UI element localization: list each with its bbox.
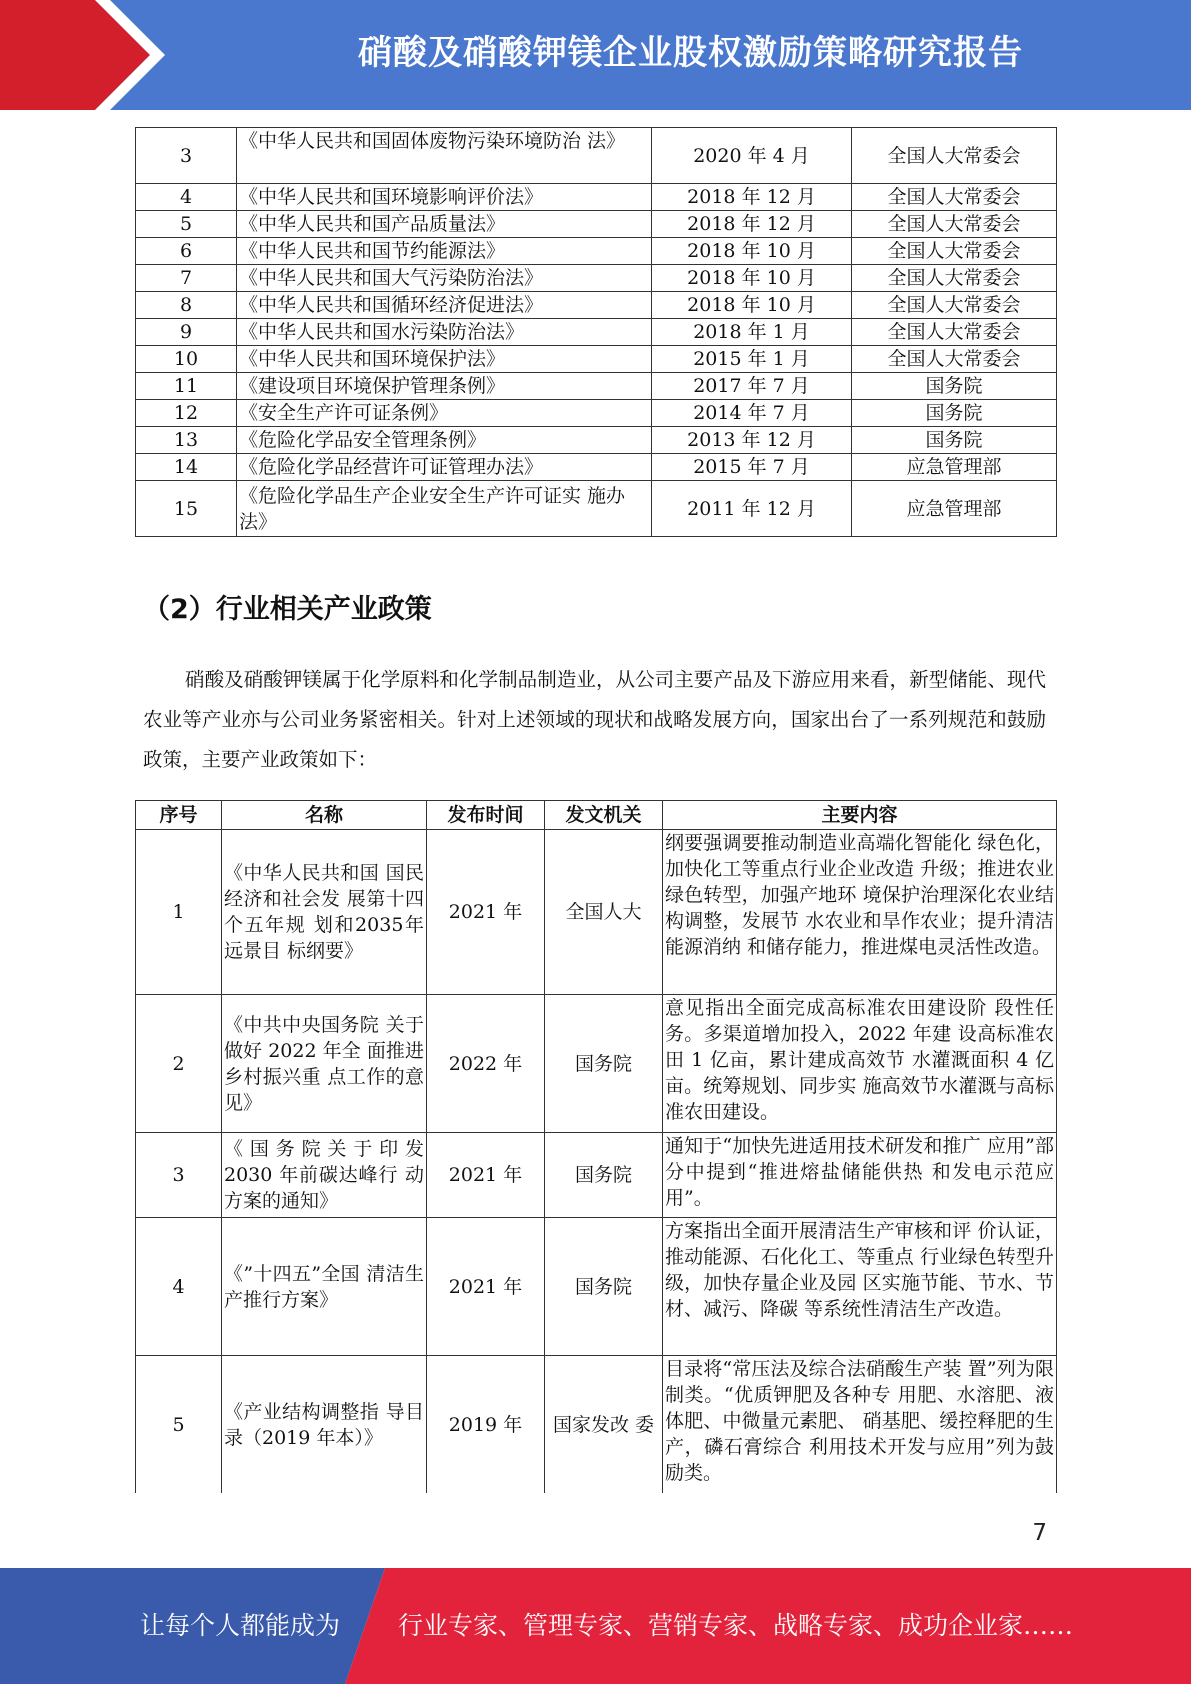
report-title: 硝酸及硝酸钾镁企业股权激励策略研究报告: [358, 33, 1023, 73]
issue-date: 2020 年 4 月: [652, 128, 852, 184]
issuing-body: 国家发改 委: [545, 1356, 663, 1494]
issuing-body: 全国人大常委会: [852, 292, 1057, 319]
header-name: 名称: [222, 801, 427, 830]
issuing-body: 全国人大常委会: [852, 211, 1057, 238]
issue-date: 2015 年 7 月: [652, 454, 852, 481]
issue-date: 2017 年 7 月: [652, 373, 852, 400]
table-row: [136, 346, 1057, 373]
row-number: 13: [136, 427, 237, 454]
row-number: 7: [136, 265, 237, 292]
issuing-body: 全国人大常委会: [852, 319, 1057, 346]
issuing-body: 应急管理部: [852, 481, 1057, 537]
regulation-name: 《危险化学品生产企业安全生产许可证实 施办法》: [237, 481, 652, 537]
table-row: [136, 238, 1057, 265]
table-row: [136, 400, 1057, 427]
issuing-body: 全国人大常委会: [852, 184, 1057, 211]
table-row: [136, 427, 1057, 454]
issuing-body: 国务院: [852, 373, 1057, 400]
issue-date: 2015 年 1 月: [652, 346, 852, 373]
row-number: 10: [136, 346, 237, 373]
row-number: 4: [136, 184, 237, 211]
policy-name: 《中华人民共和国 国民经济和社会发 展第十四个五年规 划和2035年远景目 标纲要》: [222, 830, 427, 995]
publish-date: 2019 年: [427, 1356, 545, 1494]
table-row: [136, 184, 1057, 211]
footer-slogan-right: 行业专家、管理专家、营销专家、战略专家、成功企业家……: [398, 1611, 1074, 1640]
issuing-body: 国务院: [852, 427, 1057, 454]
row-number: 3: [136, 128, 237, 184]
issuing-body: 全国人大常委会: [852, 128, 1057, 184]
issue-date: 2018 年 10 月: [652, 265, 852, 292]
policy-content: 方案指出全面开展清洁生产审核和评 价认证，推动能源、石化化工、等重点 行业绿色转型升级，加快存量企业及园 区实施节能、节水、节材、减污、降碳 等系统性清洁生产改造。: [663, 1218, 1057, 1356]
section-title: （2）行业相关产业政策: [143, 594, 432, 625]
regulation-name: 《中华人民共和国环境保护法》: [237, 346, 652, 373]
policy-name: 《产业结构调整指 导目录（2019 年本）》: [222, 1356, 427, 1494]
policy-content: 目录将“常压法及综合法硝酸生产装 置”列为限制类。“优质钾肥及各种专 用肥、水溶肥、液体肥、中微量元素肥、 硝基肥、缓控释肥的生产，磷石膏综合 利用技术开发与应用”列为鼓励类。: [663, 1356, 1057, 1494]
row-number: 9: [136, 319, 237, 346]
publish-date: 2021 年: [427, 1218, 545, 1356]
page-footer: [0, 1568, 1191, 1684]
issue-date: 2018 年 12 月: [652, 211, 852, 238]
regulation-name: 《危险化学品经营许可证管理办法》: [237, 454, 652, 481]
row-number: 2: [136, 995, 222, 1133]
issuing-body: 国务院: [852, 400, 1057, 427]
issuing-body: 全国人大常委会: [852, 238, 1057, 265]
table-row: [136, 1356, 1057, 1494]
policy-name: 《中共中央国务院 关于做好 2022 年全 面推进乡村振兴重 点工作的意见》: [222, 995, 427, 1133]
row-number: 1: [136, 830, 222, 995]
policy-name: 《”十四五”全国 清洁生产推行方案》: [222, 1218, 427, 1356]
row-number: 4: [136, 1218, 222, 1356]
issuing-body: 国务院: [545, 995, 663, 1133]
page-header: [0, 0, 1191, 110]
publish-date: 2022 年: [427, 995, 545, 1133]
table-row: [136, 128, 1057, 184]
regulation-name: 《中华人民共和国环境影响评价法》: [237, 184, 652, 211]
regulation-name: 《建设项目环境保护管理条例》: [237, 373, 652, 400]
row-number: 8: [136, 292, 237, 319]
issue-date: 2018 年 1 月: [652, 319, 852, 346]
header-issuer: 发文机关: [545, 801, 663, 830]
policy-content: 纲要强调要推动制造业高端化智能化 绿色化，加快化工等重点行业企业改造 升级；推进农业绿色转型，加强产地环 境保护治理深化农业结构调整，发展节 水农业和旱作农业；提升清洁能源消纳 和储存能力，推进煤电灵活性改造。: [663, 830, 1057, 995]
table-header-row: [136, 801, 1057, 830]
section-paragraph: 硝酸及硝酸钾镁属于化学原料和化学制品制造业，从公司主要产品及下游应用来看，新型储能、现代农业等产业亦与公司业务紧密相关。针对上述领域的现状和战略发展方向，国家出台了一系列规范和鼓励政策，主要产业政策如下：: [143, 668, 1046, 771]
regulation-name: 《危险化学品安全管理条例》: [237, 427, 652, 454]
regulation-name: 《中华人民共和国固体废物污染环境防治 法》: [237, 128, 652, 184]
issuing-body: 应急管理部: [852, 454, 1057, 481]
table-row: [136, 373, 1057, 400]
row-number: 6: [136, 238, 237, 265]
publish-date: 2021 年: [427, 830, 545, 995]
issue-date: 2013 年 12 月: [652, 427, 852, 454]
footer-slogan-left: 让每个人都能成为: [140, 1611, 341, 1640]
regulation-name: 《中华人民共和国循环经济促进法》: [237, 292, 652, 319]
table-row: [136, 1133, 1057, 1218]
issuing-body: 国务院: [545, 1218, 663, 1356]
policy-content: 意见指出全面完成高标准农田建设阶 段性任务。多渠道增加投入，2022 年建 设高标准农田 1 亿亩，累计建成高效节 水灌溉面积 4 亿亩。统筹规划、同步实 施高效节水灌溉与高标准农田建设。: [663, 995, 1057, 1133]
issue-date: 2014 年 7 月: [652, 400, 852, 427]
issue-date: 2018 年 10 月: [652, 292, 852, 319]
regulation-name: 《中华人民共和国产品质量法》: [237, 211, 652, 238]
header-no: 序号: [136, 801, 222, 830]
issue-date: 2018 年 12 月: [652, 184, 852, 211]
row-number: 12: [136, 400, 237, 427]
row-number: 11: [136, 373, 237, 400]
publish-date: 2021 年: [427, 1133, 545, 1218]
header-date: 发布时间: [427, 801, 545, 830]
issuing-body: 全国人大常委会: [852, 346, 1057, 373]
regulation-name: 《中华人民共和国水污染防治法》: [237, 319, 652, 346]
page-number: 7: [1032, 1520, 1047, 1546]
regulation-name: 《中华人民共和国节约能源法》: [237, 238, 652, 265]
policy-name: 《国务院关于印发 2030 年前碳达峰行 动方案的通知》: [222, 1133, 427, 1218]
table-row: [136, 265, 1057, 292]
header-content: 主要内容: [663, 801, 1057, 830]
policy-content: 通知于“加快先进适用技术研发和推广 应用”部分中提到“推进熔盐储能供热 和发电示范应用”。: [663, 1133, 1057, 1218]
issue-date: 2011 年 12 月: [652, 481, 852, 537]
regulation-name: 《中华人民共和国大气污染防治法》: [237, 265, 652, 292]
table-row: [136, 454, 1057, 481]
table-row: [136, 830, 1057, 995]
row-number: 14: [136, 454, 237, 481]
issuing-body: 全国人大常委会: [852, 265, 1057, 292]
row-number: 3: [136, 1133, 222, 1218]
table-row: [136, 211, 1057, 238]
table-row: [136, 995, 1057, 1133]
table-row: [136, 481, 1057, 537]
row-number: 5: [136, 211, 237, 238]
policy-table: [135, 800, 1057, 1493]
issuing-body: 国务院: [545, 1133, 663, 1218]
issuing-body: 全国人大: [545, 830, 663, 995]
row-number: 5: [136, 1356, 222, 1494]
laws-table: [135, 127, 1057, 537]
row-number: 15: [136, 481, 237, 537]
table-row: [136, 319, 1057, 346]
table-row: [136, 292, 1057, 319]
issue-date: 2018 年 10 月: [652, 238, 852, 265]
table-row: [136, 1218, 1057, 1356]
regulation-name: 《安全生产许可证条例》: [237, 400, 652, 427]
